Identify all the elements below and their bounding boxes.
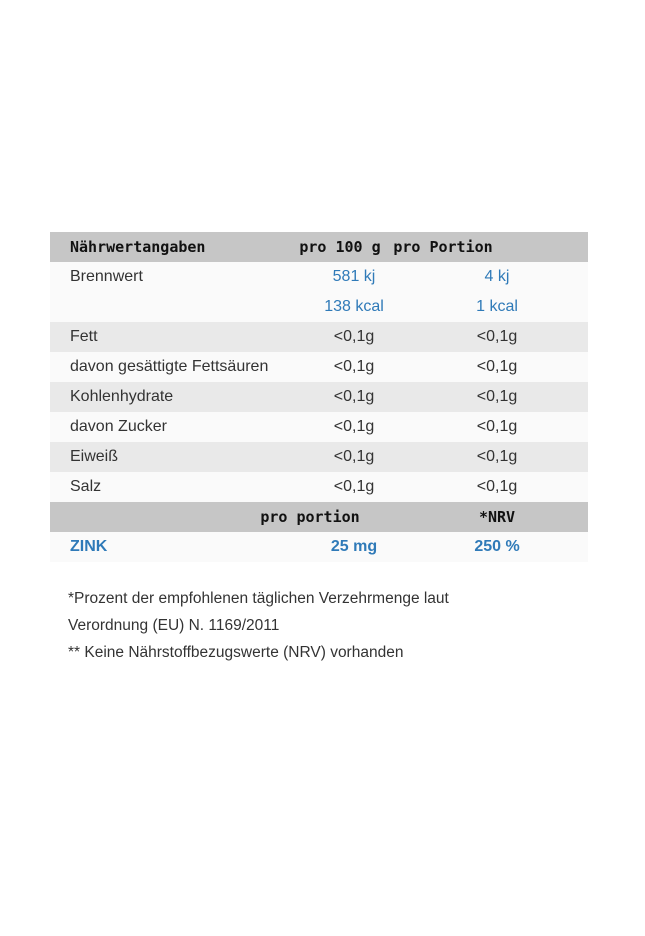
header-nrv: *NRV [478, 508, 516, 526]
value-per-100g: <0,1g [333, 328, 375, 345]
value-per-100g: <0,1g [333, 478, 375, 495]
table-row [50, 382, 588, 412]
value-per-portion: <0,1g [476, 328, 518, 345]
row-label: Salz [70, 478, 102, 495]
row-label: Brennwert [70, 268, 143, 285]
footnotes [68, 585, 449, 666]
value-per-portion: <0,1g [476, 448, 518, 465]
table-row [50, 352, 588, 382]
value-per-100g: 581 kj [332, 268, 376, 285]
value-per-portion: <0,1g [476, 418, 518, 435]
table-header-2 [50, 502, 588, 532]
value-per-portion: <0,1g [476, 388, 518, 405]
value-per-100g: <0,1g [333, 358, 375, 375]
table-row [50, 412, 588, 442]
value-per-100g: <0,1g [333, 418, 375, 435]
value-per-portion: 1 kcal [476, 298, 518, 315]
nutrition-table [50, 232, 588, 562]
value-per-100g: <0,1g [333, 388, 375, 405]
row-label: davon gesättigte Fettsäuren [70, 358, 269, 375]
table-row [50, 472, 588, 502]
value-nrv: 250 % [474, 538, 520, 555]
value-per-100g: 138 kcal [324, 298, 384, 315]
table-row-zinc [50, 532, 588, 562]
value-per-portion: <0,1g [476, 478, 518, 495]
value-per-portion: 4 kj [484, 268, 510, 285]
table-row-energy-kcal [50, 292, 588, 322]
footnote-1-cont: Verordnung (EU) N. 1169/2011 [68, 617, 280, 634]
row-label: Fett [70, 328, 98, 345]
header-label: Nährwertangaben [70, 238, 206, 256]
value-per-portion: <0,1g [476, 358, 518, 375]
table-row [50, 442, 588, 472]
header-per-portion: pro Portion [393, 238, 493, 256]
table-row-energy-kj [50, 262, 588, 292]
header-per-100g: pro 100 g [299, 238, 381, 256]
row-label: Kohlenhydrate [70, 388, 174, 405]
footnote-2: ** Keine Nährstoffbezugswerte (NRV) vorhanden [68, 644, 404, 661]
row-label: ZINK [70, 538, 108, 555]
value-per-portion: 25 mg [330, 538, 378, 555]
value-per-100g: <0,1g [333, 448, 375, 465]
row-label: Eiweiß [70, 448, 119, 465]
row-label: davon Zucker [70, 418, 167, 435]
table-row [50, 322, 588, 352]
footnote-1: *Prozent der empfohlenen täglichen Verzehrmenge laut [68, 590, 449, 607]
table-header [50, 232, 588, 262]
header-per-portion: pro portion [260, 508, 360, 526]
